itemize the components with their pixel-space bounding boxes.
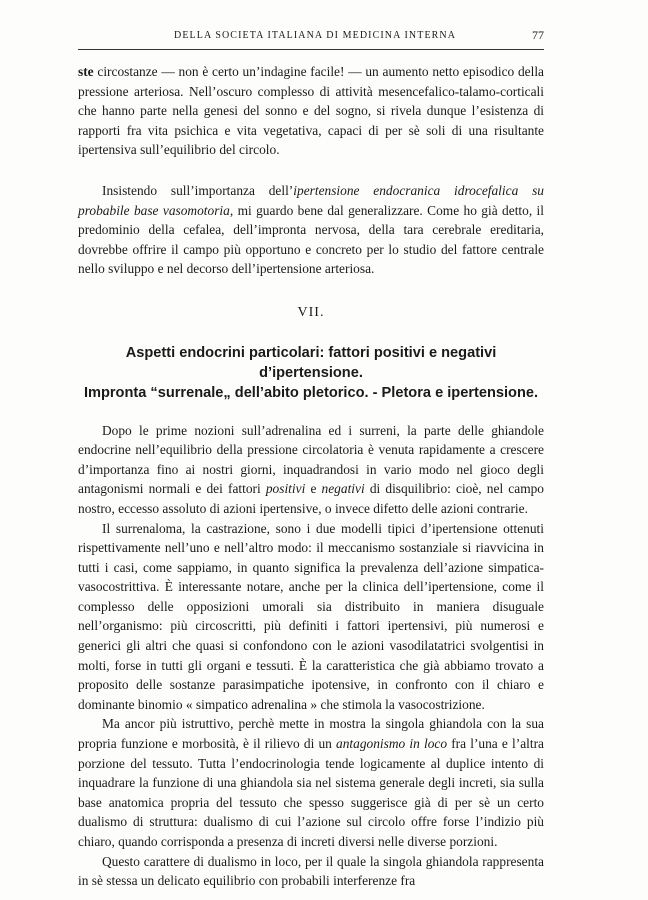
page-number: 77 (532, 28, 544, 42)
running-title: DELLA SOCIETA ITALIANA DI MEDICINA INTERNA (174, 30, 457, 41)
paragraph-3-emphasis-2: negativi (321, 481, 365, 497)
paragraph-2-part-b: mi guardo bene dal generalizzare. Come ho già detto, il predominio della cefalea, dell’impronta nervosa, della tara cerebrale ereditaria, dovrebbe offrire il campo più opportuno e concreto per lo studio del fattore centrale nello sviluppo e nel decorso dell’ipertensione arteriosa. (78, 202, 545, 277)
paragraph-1 (78, 62, 544, 160)
paragraph-5-part-b: fra l’una e l’altra porzione del tessuto. Tutta l’endocrinologia tende logicamente al duplice intento di inquadrare la funzione di una ghiandola sia nel sistema generale degli increti, sia sulla base anatomica propria del tessuto che spesso suggerisce già di per sè un certo dualismo di struttura: dualismo di cui l’azione sul circolo offre forse l’indizio più chiaro, quando corrisponda a presenza di increti diversi nelle diverse porzioni. (78, 736, 544, 849)
paragraph-2-part-a: Insistendo sull’importanza dell’ (102, 182, 294, 198)
paragraph-1-text: circostanze — non è certo un’indagine facile! — un aumento netto episodico della pressione arteriosa. Nell’oscuro complesso di attività mesencefalico-talamo-corticali che hanno parte nella genesi del sonno e del sogno, si rivela dunque l’esistenza di rapporti fra vita psichica e vita vegetativa, capaci di per sè soli di una risultante ipertensiva sull’equilibrio del circolo. (78, 64, 544, 158)
section-number: VII. (297, 304, 325, 320)
paragraph-3-part-c: di disquilibrio: cioè, nel campo nostro, eccesso assoluto di azioni ipertensive, o invece difetto delle azioni contrarie. (78, 481, 545, 516)
paragraph-5 (78, 714, 544, 851)
paragraph-3-part-a: Dopo le prime nozioni sull’adrenalina ed i surreni, la parte delle ghiandole endocrine nell’equilibrio della pressione circolatoria è venuta rapidamente a crescere d’importanza fino ai nostri giorni, inquadrandosi in vario modo nel gioco degli antagonismi normali e dei fattori (78, 422, 544, 497)
paragraph-2-emphasis: ipertensione endocranica idrocefalica su probabile base vasomotoria, (78, 182, 544, 218)
section-title (78, 343, 544, 403)
paragraph-6: Questo carattere di dualismo in loco, per il quale la singola ghiandola rappresenta in sè stessa un delicato equilibrio con probabili interferenze fra (78, 853, 544, 889)
paragraph-3-emphasis-1: positivi (265, 481, 306, 497)
paragraph-3 (78, 421, 544, 519)
paragraph-3-part-b: e (305, 481, 322, 497)
paragraph-5-part-a: Ma ancor più istruttivo, perchè mette in mostra la singola ghiandola con la sua propria funzione e morbosità, è il rilievo di un (78, 716, 544, 752)
paragraph-5-emphasis: antagonismo in loco (336, 736, 448, 752)
body-text (78, 62, 544, 891)
paragraph-1-lead: ste (78, 64, 94, 79)
section-title-line-2: Impronta “surrenale„ dell’abito pletorico. - Pletora e ipertensione. (83, 384, 539, 401)
section-title-line-1: Aspetti endocrini particolari: fattori positivi e negativi d’ipertensione. (125, 344, 497, 381)
header-rule (78, 49, 544, 50)
paragraph-2 (78, 181, 544, 279)
paragraph-4: Il surrenaloma, la castrazione, sono i due modelli tipici d’ipertensione ottenuti rispettivamente nell’uno e nell’altro modo: il meccanismo sostanziale si riavvicina in tutti i casi, come sappiamo, in quanto significa la prevalenza dell’azione simpatica-vasocostrittiva. È interessante notare, anche per la clinica dell’ipertensione, come il complesso delle opposizioni umorali sia distribuito in maniera disuguale nell’organismo: più circoscritti, più definiti i fattori ipertensivi, più numerosi e generici gli altri che quasi si confondono con le azioni vasodilatatrici svolgentisi in molti, forse in tutti gli organi e tessuti. È la caratteristica che già abbiamo trovato a proposito delle sostanze parasimpatiche ipotensive, in confronto con il chiaro e dominante binomio « simpatico adrenalina » che stimola la vasocostrizione. (78, 520, 544, 712)
